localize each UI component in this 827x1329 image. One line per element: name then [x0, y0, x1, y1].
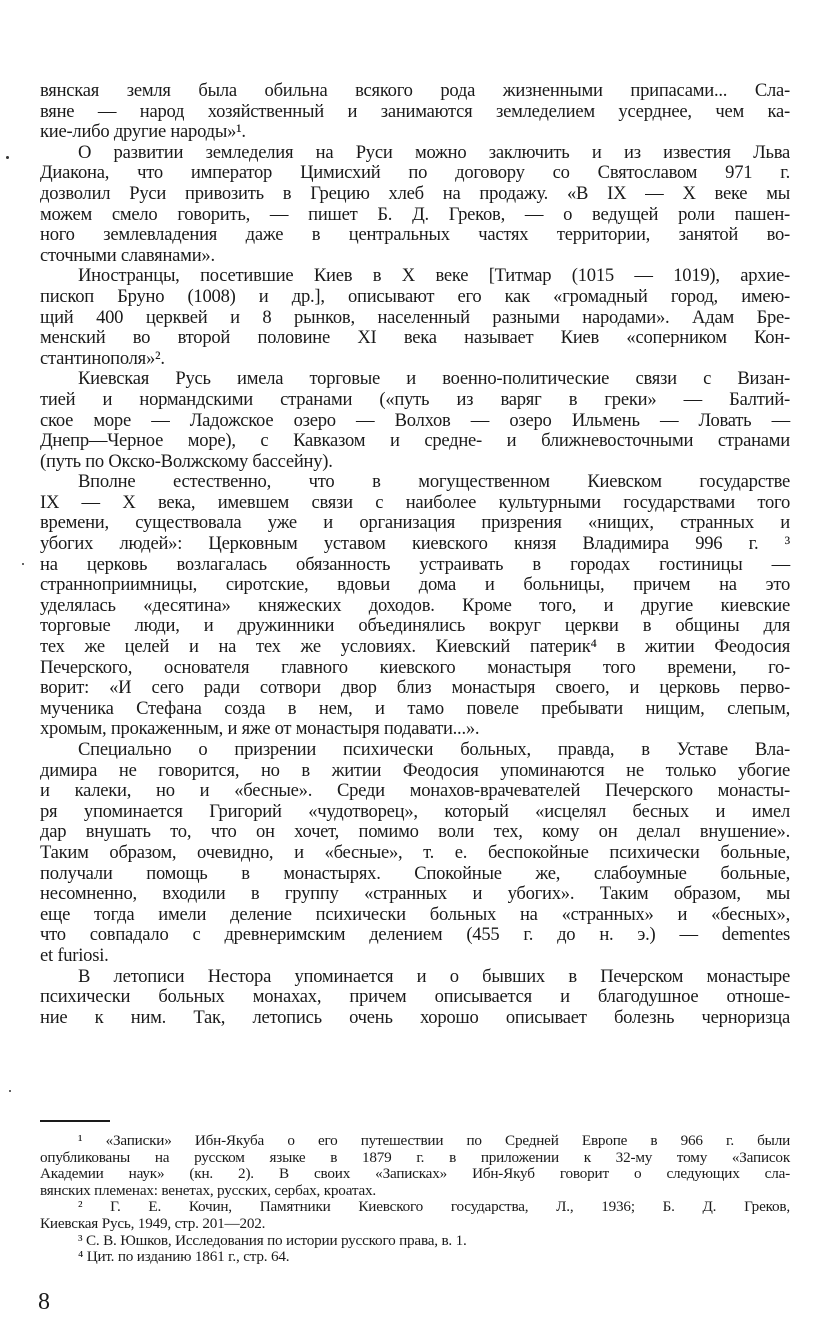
- text-line: Диакона, что император Цимисхий по договору со Святославом 971 г.: [40, 162, 790, 184]
- text-line: et furiosi.: [40, 944, 109, 966]
- text-line: страннoприимницы, сиротские, вдовьи дома и больницы, причем на это: [40, 574, 790, 596]
- text-line: ское море — Ладожское озеро — Волхов — озеро Ильмень — Ловать —: [40, 409, 790, 431]
- text-line: ного землевладения даже в центральных частях территории, занятой во-: [40, 224, 790, 246]
- text-line: ря упоминается Григорий «чудотворец», который «исцелял бесных и имел: [40, 800, 790, 822]
- text-line: уделялась «десятина» княжеских доходов. Кроме того, и другие киевские: [40, 594, 790, 616]
- text-line: димира не говорится, но в житии Феодосия упоминаются не только убогие: [40, 759, 790, 781]
- text-line: сточными славянами».: [40, 244, 215, 266]
- text-line: можем смело говорить, — пишет Б. Д. Греков, — о ведущей роли пашен-: [40, 203, 790, 225]
- text-line: тией и нормандскими странами («путь из варяг в греки» — Балтий-: [40, 388, 790, 410]
- text-line: Иностранцы, посетившие Киев в X веке [Титмар (1015 — 1019), архие-: [78, 265, 790, 287]
- text-line: менский во второй половине XI века называет Киев «соперником Кон-: [40, 327, 790, 349]
- text-line: дозволил Руси привозить в Грецию хлеб на продажу. «В IX — X веке мы: [40, 182, 790, 204]
- text-line: дар внушать то, что он хочет, помимо воли тех, кому он делал внушение».: [40, 821, 790, 843]
- scan-speck: [9, 1090, 11, 1092]
- footnote-2: [40, 1199, 790, 1232]
- text-line: и калеки, но и «бесные». Среди монахов-врачевателей Печерского монасты-: [40, 780, 790, 802]
- text-line: еще тогда имели деление психически больных на «странных» и «бесных»,: [40, 903, 790, 925]
- text-line: IX — X века, имевшем связи с наиболее культурными государствами того: [40, 491, 790, 513]
- footnote-line: вянских племенах: венетах, русских, сербах, кроатах.: [40, 1181, 376, 1199]
- text-line: что совпадало с древнеримским делением (455 г. до н. э.) — dementes: [40, 924, 790, 946]
- page-number: 8: [38, 1289, 50, 1315]
- text-line: щий 400 церквей и 8 рынков, населенный разными народами». Адам Бре-: [40, 306, 790, 328]
- text-line: психически больных монахах, причем описывается и благодушное отноше-: [40, 986, 790, 1008]
- text-line: Специально о призрении психически больных, правда, в Уставе Вла-: [78, 739, 790, 760]
- footnote-4: [40, 1249, 790, 1266]
- scan-speck: [22, 563, 24, 565]
- paragraph: [40, 740, 790, 967]
- paragraph: [40, 81, 790, 143]
- footnote-line: Академии наук» (кн. 2). В своих «Записках» Ибн-Якуб говорит о следующих сла-: [40, 1165, 790, 1183]
- text-line: тех же целей и на тех же условиях. Киевский патерик⁴ в житии Феодосия: [40, 636, 790, 658]
- text-line: (путь по Окско-Волжскому бассейну).: [40, 450, 333, 472]
- paragraph: [40, 143, 790, 267]
- text-line: вяне — народ хозяйственный и занимаются земледелием усерднее, чем ка-: [40, 100, 790, 122]
- text-line: ние к ним. Так, летопись очень хорошо описывает болезнь черноризца: [40, 1006, 790, 1028]
- text-line: торговые люди, и дружинники объединялись вокруг церкви в общины для: [40, 615, 790, 637]
- paragraph: [40, 369, 790, 472]
- text-line: Вполне естественно, что в могущественном Киевском государстве: [78, 471, 790, 493]
- footnote-line: ³ С. В. Юшков, Исследования по истории русского права, в. 1.: [78, 1231, 467, 1249]
- footnotes: [40, 1133, 790, 1266]
- text-line: Киевская Русь имела торговые и военно-политические связи с Визан-: [78, 368, 790, 390]
- text-line: кие-либо другие народы»¹.: [40, 121, 246, 143]
- footnote-line: Киевская Русь, 1949, стр. 201—202.: [40, 1214, 266, 1232]
- text-line: стантинополя»².: [40, 347, 165, 369]
- text-line: мученика Стефана созда в нем, и тамо повеле пребывати нищим, слепым,: [40, 697, 790, 719]
- paragraph: [40, 472, 790, 740]
- paragraph: [40, 967, 790, 1029]
- text-line: ворит: «И сего ради сотвори двор близ монастыря своего, и церковь перво-: [40, 677, 790, 699]
- footnote-line: ⁴ Цит. по изданию 1861 г., стр. 64.: [78, 1248, 290, 1266]
- scan-speck: [6, 156, 9, 159]
- text-line: убогих людей»: Церковным уставом киевского князя Владимира 996 г. ³: [40, 533, 790, 555]
- footnote-line: опубликованы на русском языке в 1879 г. в приложении к 32-му тому «Записок: [40, 1148, 790, 1166]
- text-line: хромым, прокаженным, и яже от монастыря подавати...».: [40, 718, 480, 740]
- paragraph: [40, 266, 790, 369]
- text-line: Таким образом, очевидно, и «бесные», т. е. беспокойные психически больные,: [40, 841, 790, 863]
- footnote-line: ¹ «Записки» Ибн-Якуба о его путешествии по Средней Европе в 966 г. были: [78, 1132, 790, 1149]
- footnote-3: [40, 1233, 790, 1250]
- text-line: Днепр—Черное море), с Кавказом и средне- и ближневосточными странами: [40, 430, 790, 452]
- text-line: вянская земля была обильна всякого рода жизненными припасами... Сла-: [40, 80, 790, 101]
- text-line: получали помощь в монастырях. Спокойные же, слабоумные больные,: [40, 862, 790, 884]
- text-line: В летописи Нестора упоминается и о бывших в Печерском монастыре: [78, 965, 790, 987]
- footnote-1: [40, 1133, 790, 1199]
- text-line: О развитии земледелия на Руси можно заключить и из известия Льва: [78, 141, 790, 163]
- main-text: [40, 81, 790, 1028]
- text-line: пископ Бруно (1008) и др.], описывают его как «громадный город, имею-: [40, 285, 790, 307]
- footnote-divider: [40, 1120, 110, 1122]
- text-line: времени, существовала уже и организация призрения «нищих, странных и: [40, 512, 790, 534]
- footnote-line: ² Г. Е. Кочин, Памятники Киевского государства, Л., 1936; Б. Д. Греков,: [78, 1198, 790, 1216]
- text-line: несомненно, входили в группу «странных и убогих». Таким образом, мы: [40, 883, 790, 905]
- text-line: Печерского, основателя главного киевского монастыря того времени, го-: [40, 656, 790, 678]
- text-line: на церковь возлагалась обязанность устраивать в городах гостиницы —: [40, 553, 790, 575]
